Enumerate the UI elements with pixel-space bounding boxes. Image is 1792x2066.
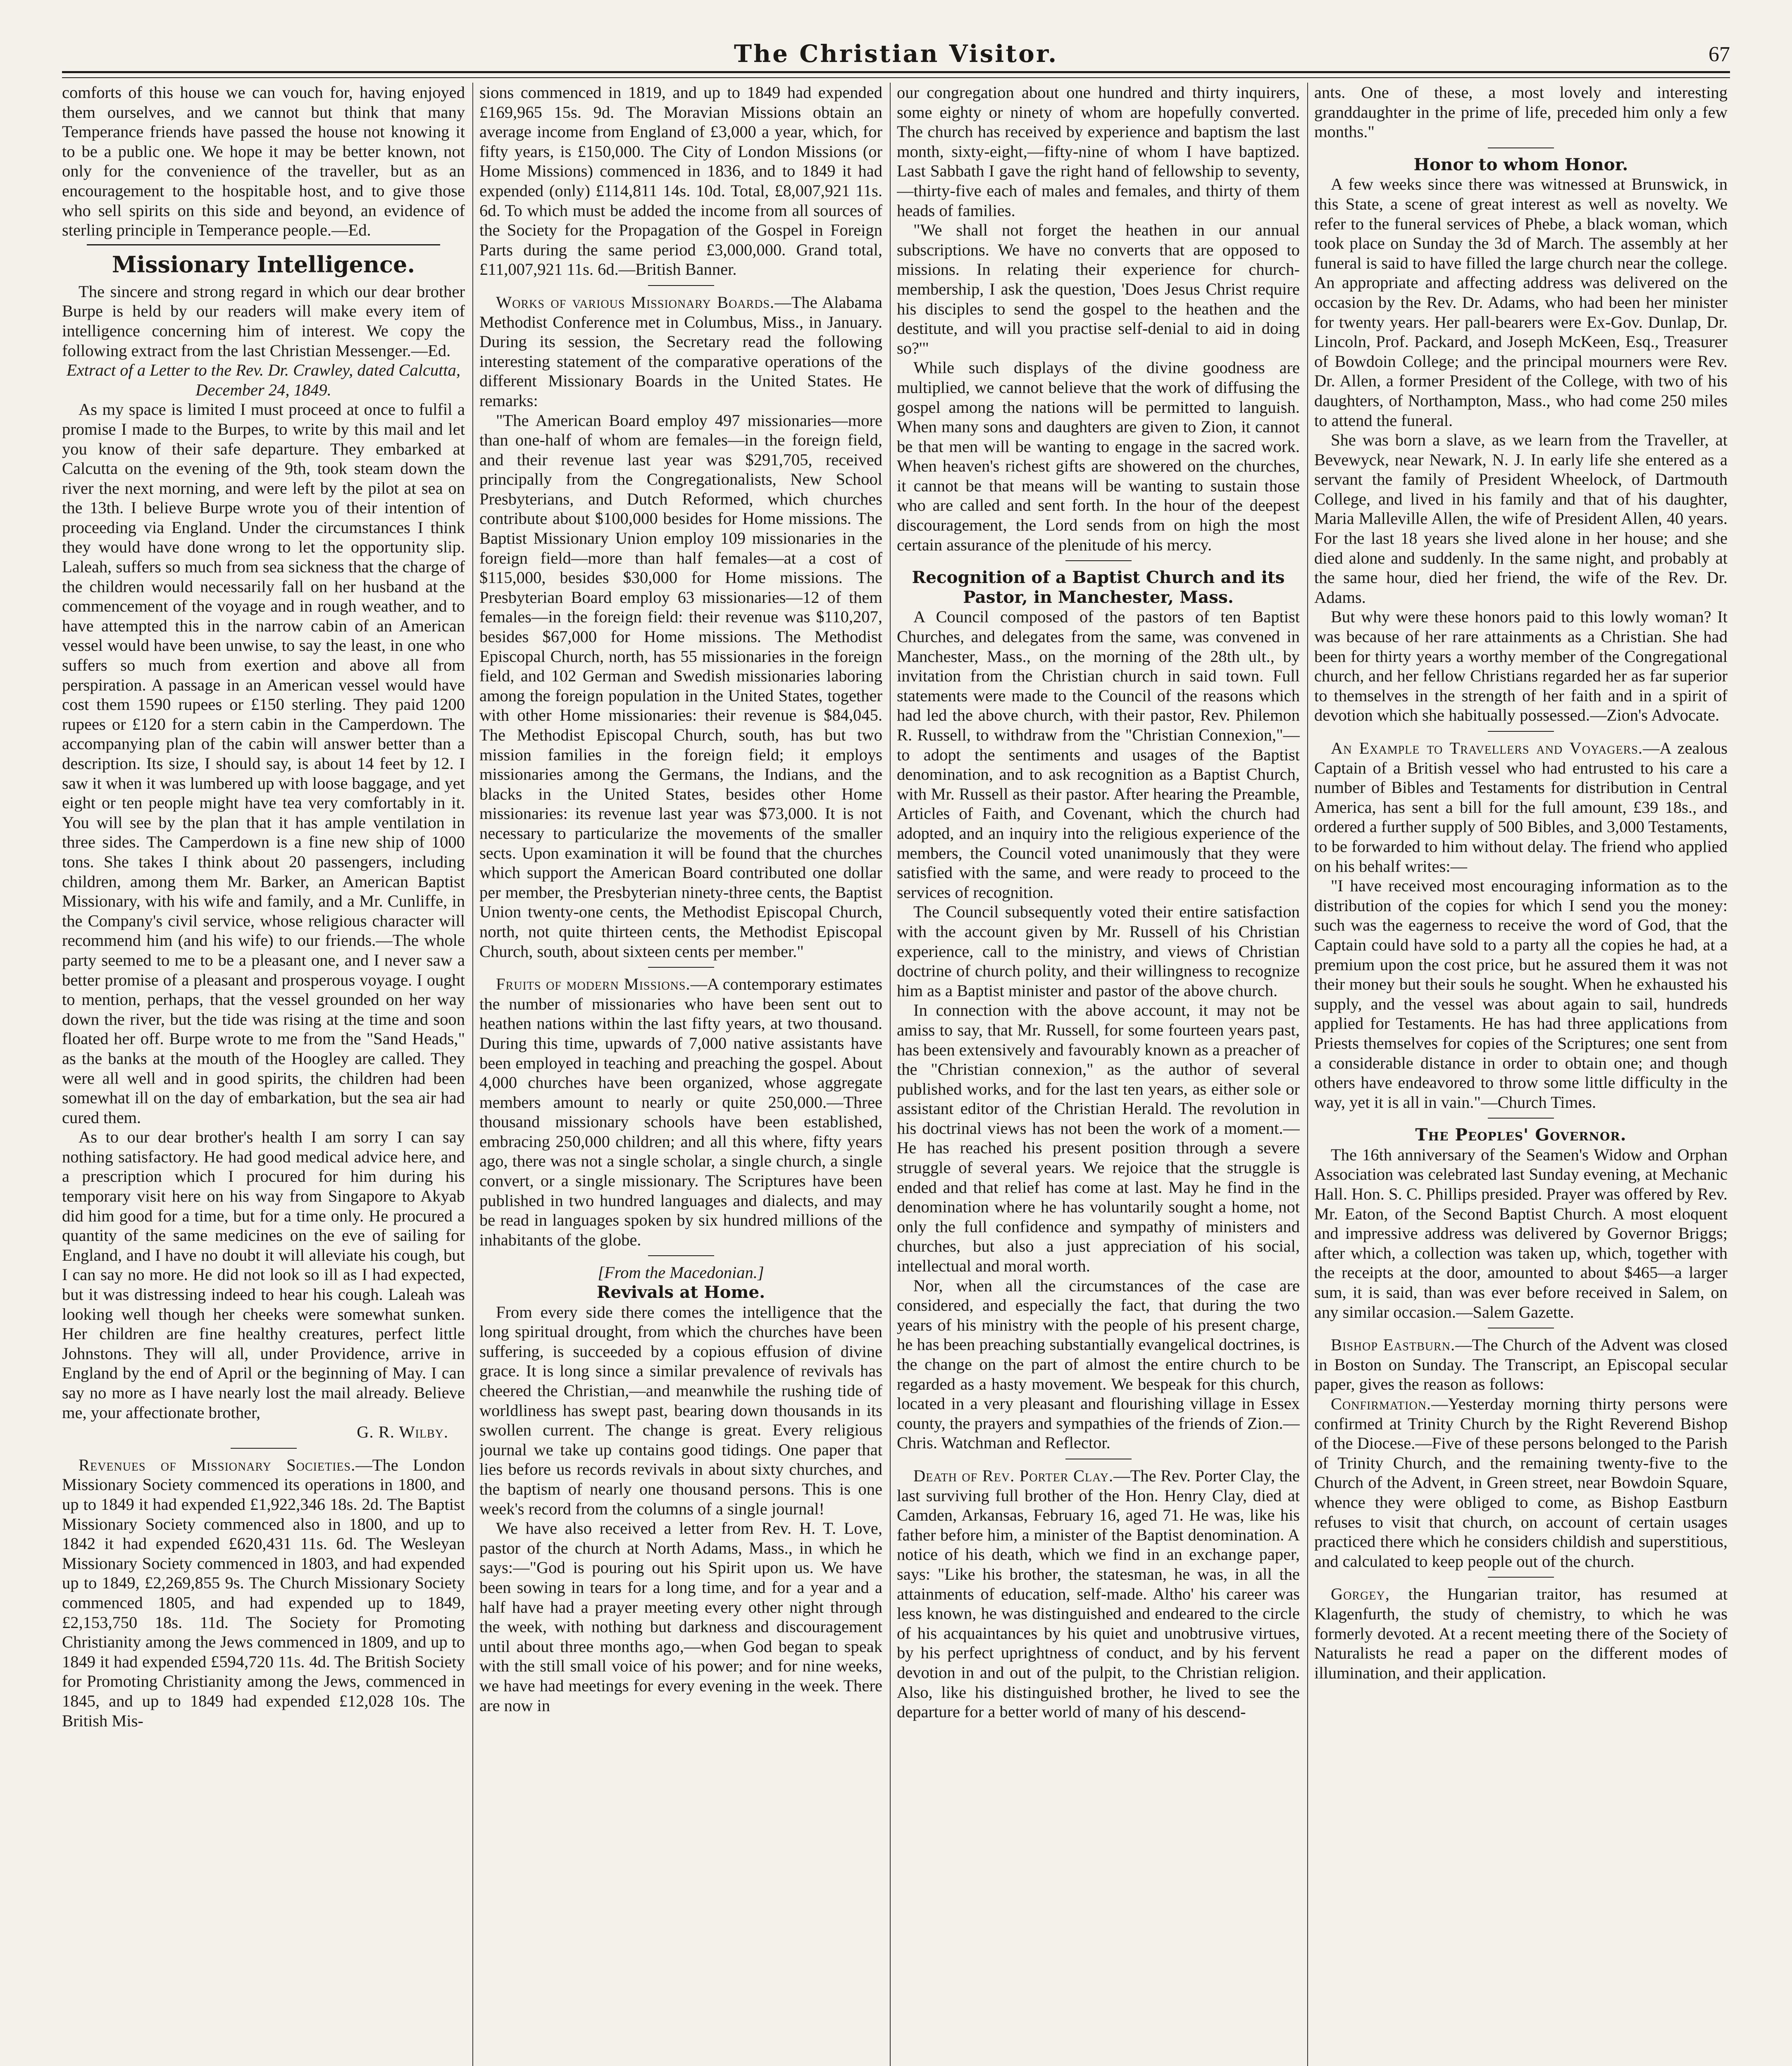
letter-extract-title: Extract of a Letter to the Rev. Dr. Crawley, dated Calcutta, December 24, 1849. xyxy=(66,361,461,399)
letter-signature: G. R. Wilby. xyxy=(357,1423,448,1442)
temperance-paragraph: comforts of this house we can vouch for, having enjoyed them ourselves, and we cannot but think that many Temperance friends have passed the house not knowing it to be a public one. We hope it may be better known, not only for the convenience of the traveller, but as an encouragement to the hospitable host, and to give those who sell spirits on this side and beyond, an evidence of sterling principle in Temperance people.—Ed. xyxy=(62,83,465,240)
masthead xyxy=(62,40,1730,75)
gorgey-article xyxy=(1314,1584,1728,1683)
separator xyxy=(1488,1577,1554,1578)
page-number: 67 xyxy=(1709,43,1730,66)
revenues-article xyxy=(62,1455,465,1730)
boards-quote: "The American Board employ 497 missionaries—more than one-half of whom are females—in the foreign field, and their revenue last year was $291,705, received principally from the Congregationalists, New School Presbyterians, and Dutch Reformed, which churches contribute about $100,000 besides for Home missions. The Baptist Missionary Union employ 109 missionaries in the foreign field—more than half females—at a cost of $115,000, besides $30,000 for Home missions. The Presbyterian Board employ 63 missionaries—12 of them females—in the foreign field: their revenue was $110,207, besides $67,000 for Home missions. The Methodist Episcopal Church, north, has 55 missionaries in the foreign field, and 102 German and Swedish missionaries laboring among the foreign population in the United States, together with other Home missionaries: their revenue is $84,045. The Methodist Episcopal Church, south, has but two mission families in the foreign field; it employs missionaries among the Germans, the Indians, and the blacks in the United States, besides other Home missionaries: its revenue last year was $73,000. It is not necessary to particularize the movements of the smaller sects. Upon examination it will be found that the churches which support the American Board contributed one dollar per member, the Presbyterian ninety-three cents, the Baptist Union twenty-one cents, the Methodist Episcopal Church, north, not quite thirteen cents, the Methodist Episcopal Church, south, about sixteen cents per member." xyxy=(479,411,882,961)
letter-paragraph-2: As to our dear brother's health I am sorry I can say nothing satisfactory. He had good medical advice here, and a prescription which I procured for him during his temporary visit here on his way from Singapore to Akyab did him good for a time, but for a time only. He procured a quantity of the same medicines on the eve of sailing for England, and I have no doubt it will alleviate his cough, but I can say no more. He did not look so ill as I had expected, but it was distressing indeed to hear his cough. Laleah was looking well though her cheeks were somewhat sunken. Her children are fine healthy creatures, perfect little Johnstons. They will all, under Providence, arrive in England by the end of April or the beginning of May. I can say no more as I have nearly lost the mail already. Believe me, your affectionate brother, xyxy=(62,1128,465,1422)
revivals-quote: "We shall not forget the heathen in our annual subscriptions. We have no converts that are opposed to missions. In relating their experience for church-membership, I ask the question, 'Does Jesus Christ require his disciples to send the gospel to the heathen and the destitute, and will you practise self-denial to aid in doing so?'" xyxy=(897,221,1300,357)
honor-paragraph-2: She was born a slave, as we learn from the Traveller, at Bevewyck, near Newark, N. J. In early life she entered as a servant the family of President Wheelock, of Dartmouth College, and lived in his family and that of his daughter, Maria Malleville Allen, the wife of President Allen, 40 years. For the last 18 years she lived alone in her house; and she died alone and suddenly. In the same night, and probably at the same hour, died her friend, the wife of the Rev. Dr. Adams. xyxy=(1314,431,1728,607)
example-article xyxy=(1314,738,1728,876)
gorgey-heading: Gorgey, xyxy=(1331,1585,1390,1604)
revivals-closing: While such displays of the divine goodness are multiplied, we cannot believe that the work of diffusing the gospel among the nations will be permitted to languish. When many sons and daughters are given to Zion, it cannot be that men will be wanting to engage in the sacred work. When heaven's richest gifts are showered on the churches, it cannot be that means will be wanting to sustain those who are called and sent forth. In the hour of the deepest discouragement, the Lord sends from on high the most certain assurance of the plenitude of his mercy. xyxy=(897,358,1300,554)
separator xyxy=(648,967,714,968)
gorgey-text: the Hungarian traitor, has resumed at Klagenfurth, the study of chemistry, to which he was formerly devoted. At a recent meeting there of the Society of Naturalists he read a paper on the different modes of illumination, and their application. xyxy=(1314,1585,1728,1682)
confirmation-article xyxy=(1314,1394,1728,1571)
death-article xyxy=(897,1466,1300,1722)
death-heading: Death of Rev. Porter Clay. xyxy=(913,1466,1114,1485)
revivals-paragraph-1: From every side there comes the intelligence that the long spiritual drought, from which the churches have been suffering, is succeeded by a copious effusion of divine grace. It is long since a similar prevalence of revivals has cheered the Christian,—and meanwhile the rushing tide of worldliness has swept past, bearing down thousands in its swollen current. The change is great. Every religious journal we take up contains good tidings. One paper that lies before us records revivals in about sixty churches, and the baptism of nearly one thousand persons. This is one week's record from the columns of a single journal! xyxy=(479,1302,882,1518)
masthead-rule xyxy=(62,71,1730,78)
column-divider xyxy=(472,83,473,2066)
honor-title: Honor to whom Honor. xyxy=(1413,154,1628,174)
section-rule xyxy=(87,244,440,245)
source-note: [From the Macedonian.] xyxy=(598,1263,764,1282)
example-text: —A zealous Captain of a British vessel who had entrusted to his care a number of Bibles and Testaments for distribution in Central America, has sent a bill for the full amount, £39 18s., and ordered a further supply of 500 Bibles, and 3,000 Testaments, to be forwarded to him without delay. The friend who applied on his behalf writes:— xyxy=(1314,739,1728,876)
revivals-title: Revivals at Home. xyxy=(596,1282,765,1302)
honor-paragraph-3: But why were these honors paid to this lowly woman? It was because of her rare attainments as a Christian. She had been for thirty years a worthy member of the Congregational church, and her fellow Christians regarded her as far superior to themselves in the strength of her faith and in a spirit of devotion which she habitually possessed.—Zion's Advocate. xyxy=(1314,607,1728,725)
recognition-paragraph-3: In connection with the above account, it may not be amiss to say, that Mr. Russell, for some fourteen years past, has been extensively and favourably known as a preacher of the "Christian connexion," as the author of several published works, and for the last ten years, as either sole or assistant editor of the Christian Herald. The revolution in his doctrinal views has not been the work of a moment.—He has reached his present position through a severe struggle of several years. We rejoice that the struggle is ended and that relief has come at last. May he find in the denomination where he has voluntarily sought a home, not only the full confidence and sympathy of ministers and churches, but also a just appreciation of his social, intellectual and moral worth. xyxy=(897,1001,1300,1276)
separator xyxy=(1488,731,1554,732)
column-2 xyxy=(479,83,882,2066)
death-continued: ants. One of these, a most lovely and interesting granddaughter in the prime of life, preceded him only a few months." xyxy=(1314,83,1728,141)
recognition-paragraph-4: Nor, when all the circumstances of the case are considered, and especially the fact, that during the two years of his ministry with the people of his present charge, he has been preaching substantially evangelical doctrines, is the change on the part of almost the entire church to be regarded as a hasty movement. We bespeak for this church, located in a very pleasant and flourishing village in Essex county, the prayers and sympathies of the friends of Zion.—Chris. Watchman and Reflector. xyxy=(897,1276,1300,1452)
boards-text: —The Alabama Methodist Conference met in Columbus, Miss., in January. During its session, the Secretary read the following interesting statement of the comparative operations of the different Missionary Boards in the United States. He remarks: xyxy=(479,293,882,410)
column-3 xyxy=(897,83,1300,2066)
separator xyxy=(648,285,714,286)
bishop-heading: Bishop Eastburn. xyxy=(1331,1335,1456,1354)
honor-paragraph-1: A few weeks since there was witnessed at Brunswick, in this State, a scene of great interest as well as novelty. We refer to the funeral services of Phebe, a black woman, which took place on Sunday the 3d of March. The assembly at her funeral is said to have filled the large church near the college. An appropriate and affecting address was delivered on the occasion by the Rev. Dr. Adams, who had been her minister for twenty years. Her pall-bearers were Ex-Gov. Dunlap, Dr. Lincoln, Prof. Packard, and Joseph McKeen, Esq., Treasurer of Bowdoin College; and the principal mourners were Rev. Dr. Allen, a former President of the College, with two of his daughters, of Northampton, Mass., who had come 250 miles to attend the funeral. xyxy=(1314,175,1728,430)
death-text: —The Rev. Porter Clay, the last surviving full brother of the Hon. Henry Clay, died at Camden, Arkansas, February 16, aged 71. He was, like his father before him, a minister of the Baptist denomination. A notice of his death, which we find in an exchange paper, says: "Like his brother, the statesman, he was, in all the attainments of education, self-made. Altho' his career was less known, he was distinguished and endeared to the circle of his acquaintances by his quiet and unobtrusive virtues, by his perfect uprightness of conduct, and by his fervent devotion in and out of the pulpit, to the Christian religion. Also, like his distinguished brother, he lived to see the departure for a better world of many of his descend- xyxy=(897,1466,1300,1721)
revivals-continued: our congregation about one hundred and thirty inquirers, some eighty or ninety of whom are hopefully converted. The church has received by experience and baptism the last month, sixty-eight,—fifty-nine of whom I have baptized. Last Sabbath I gave the right hand of fellowship to seventy,—thirty-five each of males and females, and thirty of them heads of families. xyxy=(897,83,1300,220)
confirmation-heading: Confirmation. xyxy=(1331,1395,1432,1413)
column-divider xyxy=(1307,83,1308,2066)
governor-title: The Peoples' Governor. xyxy=(1415,1125,1627,1145)
example-quote: "I have received most encouraging information as to the distribution of the copies for which I send you the money: such was the eagerness to receive the word of God, that the Captain could have sold to a party all the copies he had, at a premium upon the cost price, but he assured them it was not their money but their souls he sought. When he exhausted his supply, and the vessel was about again to sail, hundreds applied for Testaments. He has had three applications from Priests themselves for copies of the Scriptures; one sent from a considerable distance in order to obtain one; and though others have endeavored to throw some little difficulty in the way, yet it is all in vain."—Church Times. xyxy=(1314,876,1728,1112)
recognition-title: Recognition of a Baptist Church and its Pastor, in Manchester, Mass. xyxy=(912,567,1285,607)
revenues-heading: Revenues of Missionary Societies. xyxy=(79,1455,356,1474)
bishop-text: —The Church of the Advent was closed in Boston on Sunday. The Transcript, an Episcopal secular paper, gives the reason as follows: xyxy=(1314,1335,1728,1394)
boards-heading: Works of various Missionary Boards. xyxy=(496,293,775,312)
column-4 xyxy=(1314,83,1728,2066)
governor-paragraph: The 16th anniversary of the Seamen's Widow and Orphan Association was celebrated last Sunday evening, at Mechanic Hall. Hon. S. C. Phillips presided. Prayer was offered by Rev. Mr. Eaton, of the Second Baptist Church. A most eloquent and impressive address was delivered by Governor Briggs; after which, a collection was taken up, which, together with the receipts at the door, amounted to about $465—a larger sum, it is said, than was ever before received in Salem, on any similar occasion.—Salem Gazette. xyxy=(1314,1145,1728,1321)
newspaper-title: The Christian Visitor. xyxy=(734,40,1058,68)
separator xyxy=(1488,1118,1554,1119)
recognition-paragraph-1: A Council composed of the pastors of ten Baptist Churches, and delegates from the same, was convened in Manchester, Mass., on the morning of the 28th ult., by invitation from the Christian church in said town. Full statements were made to the Council of the reasons which had led the above church, with their pastor, Rev. Philemon R. Russell, to withdraw from the "Christian Connexion,"—to adopt the sentiments and usages of the Baptist denomination, and to ask recognition as a Baptist Church, with Mr. Russell as their pastor. After hearing the Preamble, Articles of Faith, and Covenant, which the church had adopted, and an inquiry into the religious experience of the members, the Council voted unanimously that they were satisfied with the same, and were ready to proceed to the services of recognition. xyxy=(897,607,1300,902)
fruits-article xyxy=(479,974,882,1250)
column-1 xyxy=(62,83,465,2066)
revivals-paragraph-2: We have also received a letter from Rev. H. T. Love, pastor of the church at North Adams, Mass., in which he says:—"God is pouring out his Spirit upon us. We have been sowing in tears for a long time, and for a year and a half have had a prayer meeting every other night through the week, with nothing but darkness and discouragement until about three months ago,—when God began to speak with the still small voice of his power; and for nine weeks, we have had meetings for every evening in the week. There are now in xyxy=(479,1519,882,1715)
confirmation-text: —Yesterday morning thirty persons were confirmed at Trinity Church by the Right Reverend Bishop of the Diocese.—Five of these persons belonged to the Parish of Trinity Church, and the remaining twenty-five to the Church of the Advent, in Green street, near Bowdoin Square, whence they were obliged to come, as Bishop Eastburn refuses to visit that church, on account of certain usages practiced there which he considers childish and superstitious, and calculated to keep people out of the church. xyxy=(1314,1395,1728,1571)
separator xyxy=(648,1255,714,1256)
recognition-paragraph-2: The Council subsequently voted their entire satisfaction with the account given by Mr. Russell of his Christian experience, call to the ministry, and views of Christian doctrine of church polity, and their willingness to recognize him as a Baptist minister and pastor of the above church. xyxy=(897,902,1300,1000)
letter-paragraph-1: As my space is limited I must proceed at once to fulfil a promise I made to the Burpes, to write by this mail and let you know of their safe departure. They embarked at Calcutta on the evening of the 9th, took steam down the river the next morning, and were left by the pilot at sea on the 13th. I believe Burpe wrote you of their intention of proceeding via England. Under the circumstances I think they would have done wrong to let the opportunity slip. Laleah, suffers so much from sea sickness that the charge of the children would necessarily fall on her husband at the commencement of the voyage and in rough weather, and to have attempted this in the narrow cabin of an American vessel would have been unwise, to say the least, in one who suffers so much from exertion and above all from perspiration. A passage in an American vessel would have cost them 1590 rupees or £150 sterling. They paid 1200 rupees or £120 for a stern cabin in the Camperdown. The accompanying plan of the cabin will answer better than a description. Its size, I should say, is about 14 feet by 12. I saw it when it was lumbered up with loose baggage, and yet eight or ten people might have tea very comfortably in it. You will see by the plan that it has ample ventilation in three sides. The Camperdown is a fine new ship of 1000 tons. She takes I think about 20 passengers, including children, among them Mr. Barker, an American Baptist Missionary, with his wife and family, and a Mr. Cunliffe, in the Company's civil service, whose religious character will recommend him (and his wife) to our friends.—The whole party seemed to me to be a pleasant one, and I never saw a better promise of a pleasant and prosperous voyage. I ought to mention, perhaps, that the vessel grounded on her way down the river, but the tide was rising at the time and soon floated her off. Burpe wrote to me from the "Sand Heads," as the banks at the mouth of the Hoogley are called. They were all well and in good spirits, the children had been somewhat ill on the day of embarkation, but the sea air had cured them. xyxy=(62,400,465,1127)
separator xyxy=(1065,560,1132,561)
separator xyxy=(231,1448,297,1449)
section-title-missionary-intelligence: Missionary Intelligence. xyxy=(112,251,415,278)
missionary-intro: The sincere and strong regard in which our dear brother Burpe is held by our readers will make every item of intelligence concerning him of interest. We copy the following extract from the last Christian Messenger.—Ed. xyxy=(62,282,465,360)
bishop-article xyxy=(1314,1335,1728,1394)
fruits-heading: Fruits of modern Missions. xyxy=(496,975,691,994)
revenues-text: —The London Missionary Society commenced its operations in 1800, and up to 1849 it had expended £1,922,346 18s. 2d. The Baptist Missionary Society commenced also in 1800, and up to 1842 it had expended £620,431 11s. 6d. The Wesleyan Missionary Society commenced in 1803, and had expended up to 1849, £2,269,855 9s. The Church Missionary Society commenced 1805, and had expended up to 1849, £2,153,750 18s. 11d. The Society for Promoting Christianity among the Jews commenced in 1809, and up to 1849 it had expended £594,720 11s. 4d. The British Society for Promoting Christianity among the Jews, commenced in 1845, and up to 1849 had expended £12,028 10s. The British Mis- xyxy=(62,1455,465,1730)
boards-article xyxy=(479,293,882,411)
fruits-text: —A contemporary estimates the number of missionaries who have been sent out to heathen nations within the last fifty years, at two thousand. During this time, upwards of 7,000 native assistants have been employed in teaching and preaching the gospel. About 4,000 churches have been organized, whose aggregate members amount to nearly or quite 250,000.—Three thousand missionary schools have been established, embracing 250,000 children; and all this where, fifty years ago, there was not a single scholar, a single church, a single convert, or a single missionary. The Scriptures have been published in two hundred languages and dialects, and may be read in languages spoken by six hundred millions of the inhabitants of the globe. xyxy=(479,975,882,1249)
column-divider xyxy=(890,83,891,2066)
revenues-continued: sions commenced in 1819, and up to 1849 had expended £169,965 15s. 9d. The Moravian Missions obtain an average income from England of £3,000 a year, which, for fifty years, is £150,000. The City of London Missions (or Home Missions) commenced in 1836, and to 1849 it had expended (only) £114,811 14s. 10d. Total, £8,007,921 11s. 6d. To which must be added the income from all sources of the Society for the Propagation of the Gospel in Foreign Parts during the same period £3,000,000. Grand total, £11,007,921 11s. 6d.—British Banner. xyxy=(479,83,882,279)
example-heading: An Example to Travellers and Voyagers. xyxy=(1331,739,1643,757)
